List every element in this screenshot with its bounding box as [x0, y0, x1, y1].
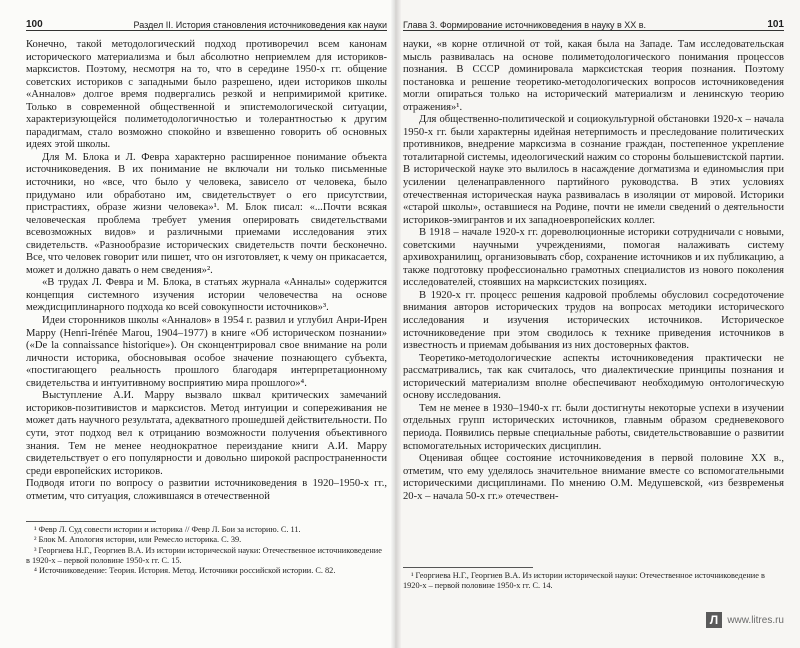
footnote-separator [403, 567, 533, 568]
left-footnotes [26, 517, 387, 576]
paragraph: «В трудах Л. Февра и М. Блока, в статьях журнала «Анналы» содержится концепция системного изучения истории человечества на основе междисциплинарного подхода ко всей совокупности источников»³. [26, 277, 387, 314]
footnote: ¹ Февр Л. Суд совести истории и историка // Февр Л. Бои за историю. С. 11. [34, 525, 301, 534]
paragraph: В 1918 – начале 1920-х гг. дореволюционные историки сотрудничали с новыми, советскими научными учреждениями, помогая налаживать систему архивохранилищ, организовывать сбор, сохранение источников и их публикацию, а также подготовку профессионально грамотных специалистов из нового поколения исследователей, стоявших на марксистских позициях. [403, 227, 784, 289]
footnote-separator [26, 521, 156, 522]
paragraph: В 1920-х гг. процесс решения кадровой проблемы обусловил сосредоточение внимания авторов исторических трудов на вопросах методики исторического исследования и изучения исторических источников. Историческое источниковедение при этом сводилось к технике приведения источников в известность и приемам добывания из них достоверных фактов. [403, 289, 784, 352]
paragraph: Теоретико-методологические аспекты источниковедения практически не рассматривались, так как считалось, что диалектические принципы познания и исторический материализм вполне обеспечивают необходимую онтологическую основу исследования. [403, 352, 784, 402]
right-page [395, 0, 800, 648]
footnote: ⁴ Источниковедение: Теория. История. Метод. Источники российской истории. С. 82. [34, 566, 336, 576]
litres-logo-icon: Л [706, 612, 722, 628]
book-gutter [391, 0, 401, 648]
footnote: ¹ Георгиева Н.Г., Георгиев В.А. Из истории исторической науки: Отечественное источниковедение в 1920-х – первой половине 1950-х гг. С. 14. [403, 571, 765, 591]
right-header [403, 14, 784, 31]
right-running-head: Глава 3. Формирование источниковедения в науку в XX в. [403, 20, 647, 30]
left-header [26, 14, 387, 31]
watermark: www.litres.ru [727, 615, 784, 626]
left-page-number: 100 [26, 19, 43, 30]
left-running-head: Раздел II. История становления источниковедения как науки [133, 20, 387, 30]
paragraph: Оценивая общее состояние источниковедения в первой половине XX в., отметим, что ему уделялось значительное внимание вместе со вспомогательными историческими дисциплинами. По мнению О.М. Медушевской, «из безвременья 20-х – начала 50-х гг.» отечествен- [403, 453, 784, 502]
paragraph: Для общественно-политической и социокультурной обстановки 1920-х – начала 1950-х гг. были характерны идейная нетерпимость и преследование политических противников, внедрение марксизма в сознание граждан, постепенное укрепление тоталитарной системы, идеологический нажим со стороны большевистской партии. В исторической науке это вылилось в насаждение догматизма и единомыслия при усилении целенаправленного партийного руководства. В этих условиях отечественная историческая наука развивалась в изоляции от мировой. Историки «старой школы», оставшиеся на Родине, почти не имели сведений о деятельности историков-эмигрантов и их западноевропейских коллег. [403, 114, 784, 226]
paragraph: Выступление А.И. Марру вызвало шквал критических замечаний историков-позитивистов и марксистов. Метод интуиции и сопереживания не может дать научного результата, адекватного прошедшей действительности. По сути, этот подход вел к отрицанию возможности получения объективного знания. Тем не менее неоднократное переиздание книги А.И. Марру свидетельствует о его популярности и довольно широкой распространенности среди европейских историков. [26, 390, 387, 477]
left-body [26, 39, 387, 503]
paragraph: Конечно, такой методологический подход противоречил всем канонам исторического материализма и был абсолютно неприемлем для историков-марксистов. Поэтому, несмотря на то, что в середине 1950-х гг. общение советских историков с западными было разрешено, идеи историков школы «Анналов» долгое время подвергались резкой и непримиримой критике. Только в современной общественной и эпистемологической ситуации, характеризующейся полиметодологичностью и толерантностью к другим парадигмам, стало возможно спокойно и взвешенно говорить об основных идеях этой школы. [26, 39, 387, 151]
right-body [403, 39, 784, 503]
footnote: ² Блок М. Апология истории, или Ремесло историка. С. 39. [34, 535, 242, 545]
left-page [0, 0, 395, 648]
right-footnotes [403, 563, 784, 592]
right-page-number: 101 [767, 19, 784, 30]
footnote: ³ Георгиева Н.Г., Георгиев В.А. Из истории исторической науки: Отечественное источниковедение в 1920-х – первой половине 1950-х гг. С. 15. [26, 545, 382, 565]
paragraph: науки, «в корне отличной от той, какая была на Западе. Там исследовательская мысль развивалась на основе полиметодологического понимания процессов познания. В СССР доминировала марксистская теория познания. Поэтому постановка и решение теоретико-методологических вопросов источниковедения могли опираться только на исторический материализм и ленинскую теорию отражения»¹. [403, 39, 784, 113]
paragraph: Идеи сторонников школы «Анналов» в 1954 г. развил и углубил Анри-Ирен Марру (Henri-Irénée Marou, 1904–1977) в книге «Об историческом познании» («De la connaissance historique»). Он сконцентрировал свое внимание на роли личности историка, обосновывая особое значение познающего субъекта, «постигающего реальность прошлого благодаря интерпретационному свидетельства и интуитивному восприятию мира прошлого»⁴. [26, 315, 387, 389]
paragraph: Подводя итоги по вопросу о развитии источниковедения в 1920–1950-х гг., отметим, что ситуация, сложившаяся в отечественной [26, 478, 387, 502]
paragraph: Тем не менее в 1930–1940-х гг. были достигнуты некоторые успехи в изучении отдельных групп исторических источников, главным образом средневекового периода. Появились первые специальные работы, свидетельствовавшие о развитии вспомогательных исторических дисциплин. [403, 402, 784, 452]
paragraph: Для М. Блока и Л. Февра характерно расширенное понимание объекта источниковедения. В их понимание не включали ни только письменные источники, но «все, что было у человека, зависело от человека, было придумано или обработано им, свидетельствует о его присутствии, пристрастиях, образе жизни человека»¹. М. Блок писал: «...Почти всякая человеческая проблема требует умения оперировать свидетельствами всевозможных видов» и различными приемами исследования этих свидетельств. «Разнообразие исторических свидетельств почти бесконечно. Все, что человек говорит или пишет, что он изготовляет, к чему он прикасается, может и должно давать о нем сведения»². [26, 151, 387, 276]
